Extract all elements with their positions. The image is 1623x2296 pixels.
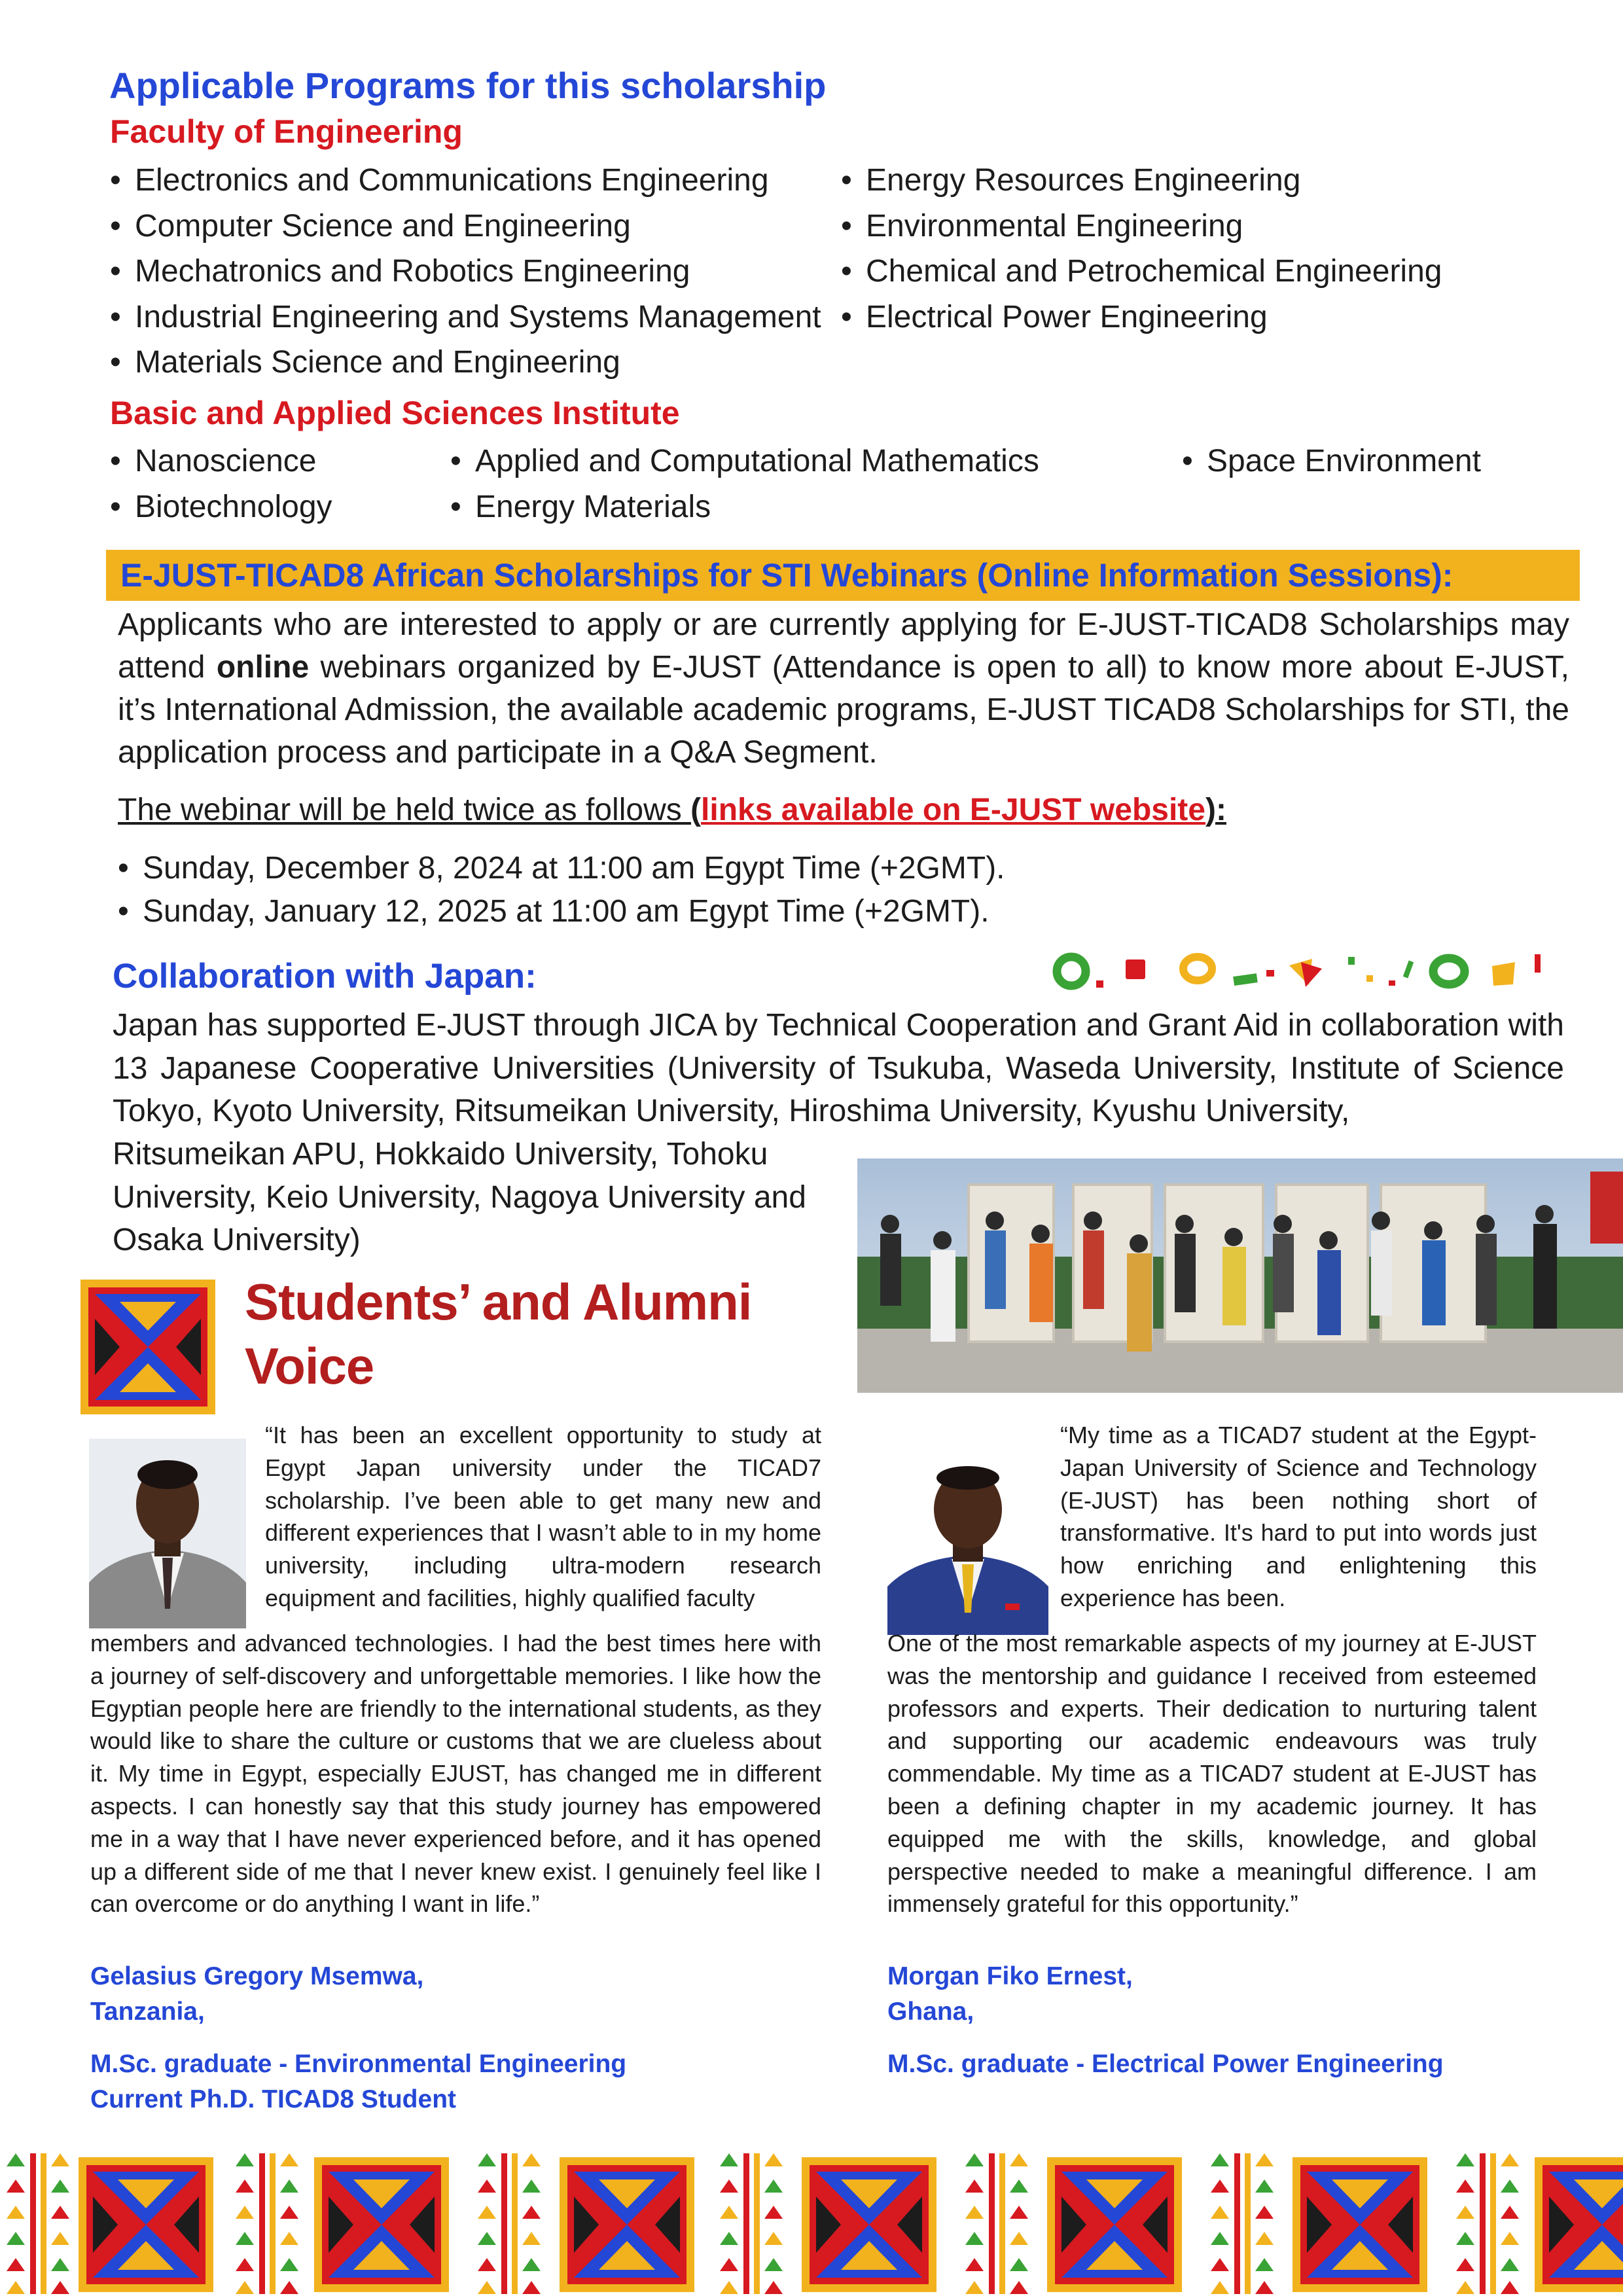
list-item: • Sunday, January 12, 2025 at 11:00 am Egypt Time (+2GMT). xyxy=(118,890,1427,933)
voices-title xyxy=(245,1270,751,1398)
list-item: • Biotechnology xyxy=(110,484,450,530)
list-item: • Space Environment xyxy=(1182,439,1575,484)
engineering-heading: Faculty of Engineering xyxy=(110,113,463,150)
programs-title: Applicable Programs for this scholarship xyxy=(109,65,827,106)
signature-right xyxy=(887,1959,1607,2082)
list-item: • Applied and Computational Mathematics xyxy=(450,439,1170,484)
student-degree: M.Sc. graduate - Electrical Power Engineering xyxy=(887,2050,1444,2078)
list-item: • Sunday, December 8, 2024 at 11:00 am Egypt Time (+2GMT). xyxy=(118,847,1427,890)
student-name: Morgan Fiko Ernest, xyxy=(887,1962,1133,1990)
webinar-banner: E-JUST-TICAD8 African Scholarships for STI Webinars (Online Information Sessions): xyxy=(106,550,1580,601)
list-item: • Nanoscience xyxy=(110,439,450,484)
japan-heading: Collaboration with Japan: xyxy=(113,957,537,996)
japan-text-narrow: Ritsumeikan APU, Hokkaido University, Tohoku University, Keio University, Nagoya University and Osaka University) xyxy=(113,1137,806,1257)
voices-title-line2: Voice xyxy=(245,1337,374,1395)
online-emphasis: online xyxy=(216,650,310,685)
kente-border-decoration xyxy=(0,2152,1623,2296)
voices-title-line1: Students’ and Alumni xyxy=(245,1273,752,1331)
list-item: • Electrical Power Engineering xyxy=(841,295,1561,340)
list-item: • Materials Science and Engineering xyxy=(110,340,849,386)
list-item: • Environmental Engineering xyxy=(841,204,1561,249)
signature-left xyxy=(90,1959,843,2117)
list-item: • Energy Materials xyxy=(450,484,1170,530)
student-country: Tanzania, xyxy=(90,1998,205,2026)
sciences-list-3 xyxy=(1182,439,1575,484)
japan-text-wide: Japan has supported E-JUST through JICA by Technical Cooperation and Grant Aid in collaboration with 13 Japanese Cooperative Universities (University of Tsukuba, Waseda University, Institute of Science Tokyo, Kyoto University, Ritsumeikan University, Hiroshima University, Kyushu University, xyxy=(113,1008,1564,1128)
list-item: • Energy Resources Engineering xyxy=(841,158,1561,204)
quote-top-left: “It has been an excellent opportunity to study at Egypt Japan university under the TICAD7 scholarship. I’ve been able to get many new and different experiences that I wasn’t able to in my home university, including ultra-modern research equipment and facilities, highly qualified faculty xyxy=(265,1422,821,1611)
engineering-list-right xyxy=(841,158,1561,340)
webinar-dates xyxy=(118,847,1427,933)
student-photo-gelasius xyxy=(89,1439,246,1628)
quote-top-right: “My time as a TICAD7 student at the Egypt-Japan University of Science and Technology (E-JUST) has been nothing short of transformative. It's hard to put into words just how enriching and enlightening this experience has been. xyxy=(1060,1422,1537,1611)
ejust-website-link[interactable]: links available on E-JUST website xyxy=(701,793,1205,827)
student-name: Gelasius Gregory Msemwa, xyxy=(90,1962,424,1990)
list-item: • Mechatronics and Robotics Engineering xyxy=(110,249,849,295)
group-photo-image xyxy=(857,1158,1623,1393)
engineering-list-left xyxy=(110,158,849,386)
list-item: • Computer Science and Engineering xyxy=(110,204,849,249)
group-photo xyxy=(857,1158,1623,1393)
quote-bottom-left: members and advanced technologies. I had the best times here with a journey of self-discovery and unforgettable memories. I like how the Egyptian people here are friendly to the international students, as they would like to share the culture or customs that we are clueless about it. My time in Egypt, especially EJUST, has changed me in different aspects. I can honestly say that this study journey has empowered me in a way that I have never experienced before, and it has opened up a different side of me that I never knew exist. I genuinely feel like I can overcome or do anything I want in life.” xyxy=(90,1630,821,1918)
student-photo-morgan xyxy=(887,1449,1048,1635)
sciences-heading: Basic and Applied Sciences Institute xyxy=(110,395,680,431)
student-country: Ghana, xyxy=(887,1998,974,2026)
sciences-list-2 xyxy=(450,439,1170,529)
student-degree: M.Sc. graduate - Environmental Engineering xyxy=(90,2050,627,2078)
webinar-held-line: The webinar will be held twice as follows (links available on E-JUST website): xyxy=(118,793,1226,827)
list-item: • Electronics and Communications Engineering xyxy=(110,158,849,204)
quote-bottom-right: One of the most remarkable aspects of my journey at E-JUST was the mentorship and guidance I received from esteemed professors and experts. Their dedication to nurturing talent and supporting our academic endeavours was truly commendable. My time as a TICAD7 student at E-JUST has been a defining chapter in my academic journey. It has equipped me with the skills, knowledge, and global perspective needed to make a meaningful difference. I am immensely grateful for this opportunity.” xyxy=(887,1630,1537,1918)
list-item: • Industrial Engineering and Systems Management xyxy=(110,295,849,340)
confetti-decoration xyxy=(1047,942,1551,995)
sciences-list-1 xyxy=(110,439,450,529)
student-current: Current Ph.D. TICAD8 Student xyxy=(90,2085,457,2113)
kente-emblem-icon xyxy=(80,1280,215,1414)
list-item: • Chemical and Petrochemical Engineering xyxy=(841,249,1561,295)
webinar-intro: Applicants who are interested to apply or are currently applying for E-JUST-TICAD8 Scholarships may attend online webinars organized by E-JUST (Attendance is open to all) to know more about E-JUST, it’s International Admission, the available academic programs, E-JUST TICAD8 Scholarships for STI, the application process and participate in a Q&A Segment. xyxy=(118,607,1569,770)
